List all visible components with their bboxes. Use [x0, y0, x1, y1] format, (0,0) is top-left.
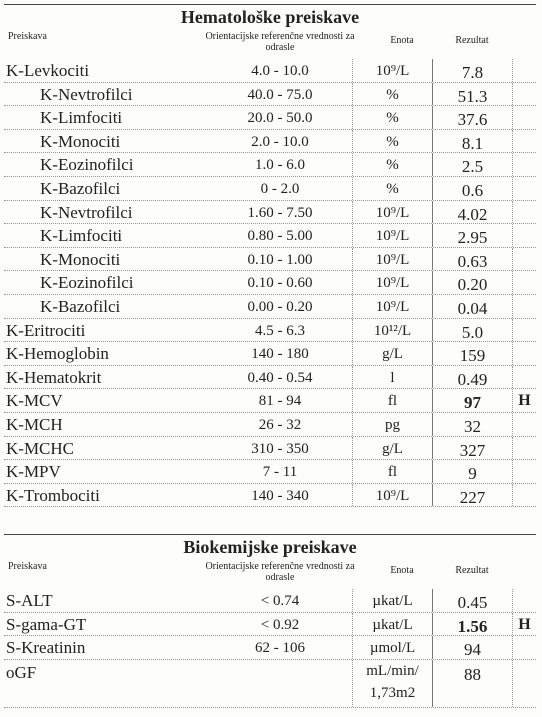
table-title: Hematološke preiskave [180, 7, 360, 27]
result-value: 0.20 [432, 271, 512, 294]
table-header [4, 29, 536, 59]
reference-range: 140 - 340 [251, 487, 309, 504]
result-value: 2.5 [432, 153, 512, 176]
table-row [4, 613, 536, 637]
reference-range: 20.0 - 50.0 [247, 110, 313, 127]
table-row [4, 636, 536, 660]
flag-marker [512, 589, 536, 612]
flag-marker: H [512, 389, 536, 412]
reference-range: < 0.92 [260, 616, 300, 633]
result-value: 2.95 [432, 224, 512, 247]
reference-range: 0.10 - 1.00 [247, 251, 313, 268]
result-value: 0.49 [432, 366, 512, 389]
unit: l [352, 366, 432, 389]
result-value: 227 [432, 484, 512, 507]
test-name: K-Nevtrofilci [40, 202, 133, 222]
table-row [4, 130, 536, 154]
flag-marker [512, 83, 536, 106]
table-row [4, 460, 536, 484]
unit: g/L [352, 342, 432, 365]
test-name: K-Eozinofilci [40, 155, 134, 175]
reference-range: 81 - 94 [258, 393, 302, 410]
table-row [4, 413, 536, 437]
result-value: 0.04 [432, 295, 512, 318]
table-row [4, 59, 536, 83]
reference-range: 4.5 - 6.3 [255, 322, 305, 339]
test-name: K-Eozinofilci [40, 273, 134, 293]
table-row [4, 106, 536, 130]
flag-marker [512, 106, 536, 129]
result-value: 4.02 [432, 201, 512, 224]
biochemistry-table [4, 534, 536, 708]
result-value: 0.6 [432, 177, 512, 200]
table-row [4, 271, 536, 295]
test-name: K-Nevtrofilci [40, 84, 133, 104]
reference-range: 2.0 - 10.0 [251, 133, 309, 150]
result-value: 88 [432, 660, 512, 707]
header-result: Rezultat [455, 35, 489, 46]
reference-range: 4.0 - 10.0 [251, 63, 309, 79]
table-row [4, 342, 536, 366]
test-name: K-Bazofilci [40, 296, 121, 316]
flag-marker [512, 366, 536, 389]
reference-range: 1.60 - 7.50 [247, 204, 313, 221]
unit: fl [352, 460, 432, 483]
unit: g/L [352, 437, 432, 460]
flag-marker [512, 271, 536, 294]
test-name: K-Hematokrit [6, 367, 102, 387]
reference-range: 1.0 - 6.0 [255, 157, 305, 174]
header-ref: Orientacijske referenčne vrednosti za odrasle [205, 561, 355, 583]
table-row [4, 153, 536, 177]
table-title: Biokemijske preiskave [183, 537, 357, 557]
test-name: K-MCHC [6, 438, 75, 458]
table-row [4, 201, 536, 225]
unit: % [352, 106, 432, 129]
test-name: K-Eritrociti [6, 320, 86, 340]
result-value: 159 [432, 342, 512, 365]
test-name: oGF [6, 662, 37, 682]
result-value: 1.56 [432, 613, 512, 636]
flag-marker [512, 460, 536, 483]
reference-range: < 0.74 [260, 593, 300, 609]
unit: 10⁹/L [352, 201, 432, 224]
reference-range [190, 660, 370, 707]
header-unit: Enota [390, 35, 414, 46]
test-name: S-ALT [6, 591, 53, 610]
result-value: 5.0 [432, 319, 512, 342]
unit: 10⁹/L [352, 271, 432, 294]
flag-marker [512, 660, 536, 707]
result-value: 327 [432, 437, 512, 460]
table-row [4, 248, 536, 272]
test-name: K-Levkociti [6, 61, 90, 80]
flag-marker [512, 177, 536, 200]
unit: µkat/L [352, 613, 432, 636]
flag-marker [512, 224, 536, 247]
flag-marker [512, 59, 536, 82]
reference-range: 0.10 - 0.60 [247, 275, 313, 292]
table-row [4, 366, 536, 390]
test-name: K-Monociti [40, 131, 121, 151]
unit: 10⁹/L [352, 484, 432, 507]
result-value: 32 [432, 413, 512, 436]
flag-marker [512, 437, 536, 460]
hematology-table [4, 4, 536, 507]
test-name: K-Hemoglobin [6, 344, 109, 364]
flag-marker [512, 484, 536, 507]
flag-marker [512, 413, 536, 436]
reference-range: 0.80 - 5.00 [247, 228, 313, 245]
result-value: 0.63 [432, 248, 512, 271]
test-name: K-MCV [6, 391, 63, 411]
unit: 10⁹/L [352, 59, 432, 82]
test-name: K-Limfociti [40, 108, 123, 128]
reference-range: 0.00 - 0.20 [247, 298, 313, 315]
unit: mL/min/ 1,73m2 [352, 660, 432, 707]
flag-marker [512, 130, 536, 153]
unit: µkat/L [352, 589, 432, 612]
flag-marker: H [512, 613, 536, 636]
table-row [4, 295, 536, 319]
flag-marker [512, 248, 536, 271]
unit: % [352, 153, 432, 176]
test-name: K-MCH [6, 414, 63, 434]
header-ref: Orientacijske referenčne vrednosti za odrasle [205, 31, 355, 53]
reference-range: 62 - 106 [255, 640, 305, 657]
test-name: K-Limfociti [40, 226, 123, 246]
unit: % [352, 130, 432, 153]
test-name: K-Monociti [40, 249, 121, 269]
table-row [4, 660, 536, 708]
unit: µmol/L [352, 636, 432, 659]
result-value: 9 [432, 460, 512, 483]
table-row [4, 484, 536, 508]
unit: % [352, 177, 432, 200]
test-name: S-Kreatinin [6, 638, 86, 658]
flag-marker [512, 342, 536, 365]
result-value: 94 [432, 636, 512, 659]
table-row [4, 589, 536, 613]
table-row [4, 319, 536, 343]
table-row [4, 389, 536, 413]
table-header [4, 559, 536, 589]
reference-range: 310 - 350 [251, 440, 309, 457]
flag-marker [512, 153, 536, 176]
flag-marker [512, 636, 536, 659]
test-name: K-Bazofilci [40, 178, 121, 198]
test-name: S-gama-GT [6, 614, 87, 634]
header-unit: Enota [390, 565, 414, 576]
result-value: 97 [432, 389, 512, 412]
table-row [4, 83, 536, 107]
reference-range: 26 - 32 [258, 416, 302, 433]
test-name: K-Trombociti [6, 485, 100, 505]
reference-range: 0.40 - 0.54 [247, 369, 313, 386]
result-value: 51.3 [432, 83, 512, 106]
unit: pg [352, 413, 432, 436]
unit: 10⁹/L [352, 248, 432, 271]
table-row [4, 177, 536, 201]
reference-range: 140 - 180 [251, 346, 309, 363]
unit: % [352, 83, 432, 106]
reference-range: 0 - 2.0 [260, 180, 300, 197]
test-name: K-MPV [6, 462, 61, 482]
reference-range: 7 - 11 [262, 464, 298, 481]
table-row [4, 437, 536, 461]
header-name: Preiskava [8, 561, 47, 572]
result-value: 37.6 [432, 106, 512, 129]
table-row [4, 224, 536, 248]
result-value: 7.8 [432, 59, 512, 82]
unit: 10¹²/L [352, 319, 432, 342]
result-value: 0.45 [432, 589, 512, 612]
unit: 10⁹/L [352, 295, 432, 318]
flag-marker [512, 295, 536, 318]
unit: fl [352, 389, 432, 412]
reference-range: 40.0 - 75.0 [247, 86, 313, 103]
flag-marker [512, 201, 536, 224]
flag-marker [512, 319, 536, 342]
result-value: 8.1 [432, 130, 512, 153]
header-result: Rezultat [455, 565, 489, 576]
header-name: Preiskava [8, 31, 47, 42]
unit: 10⁹/L [352, 224, 432, 247]
